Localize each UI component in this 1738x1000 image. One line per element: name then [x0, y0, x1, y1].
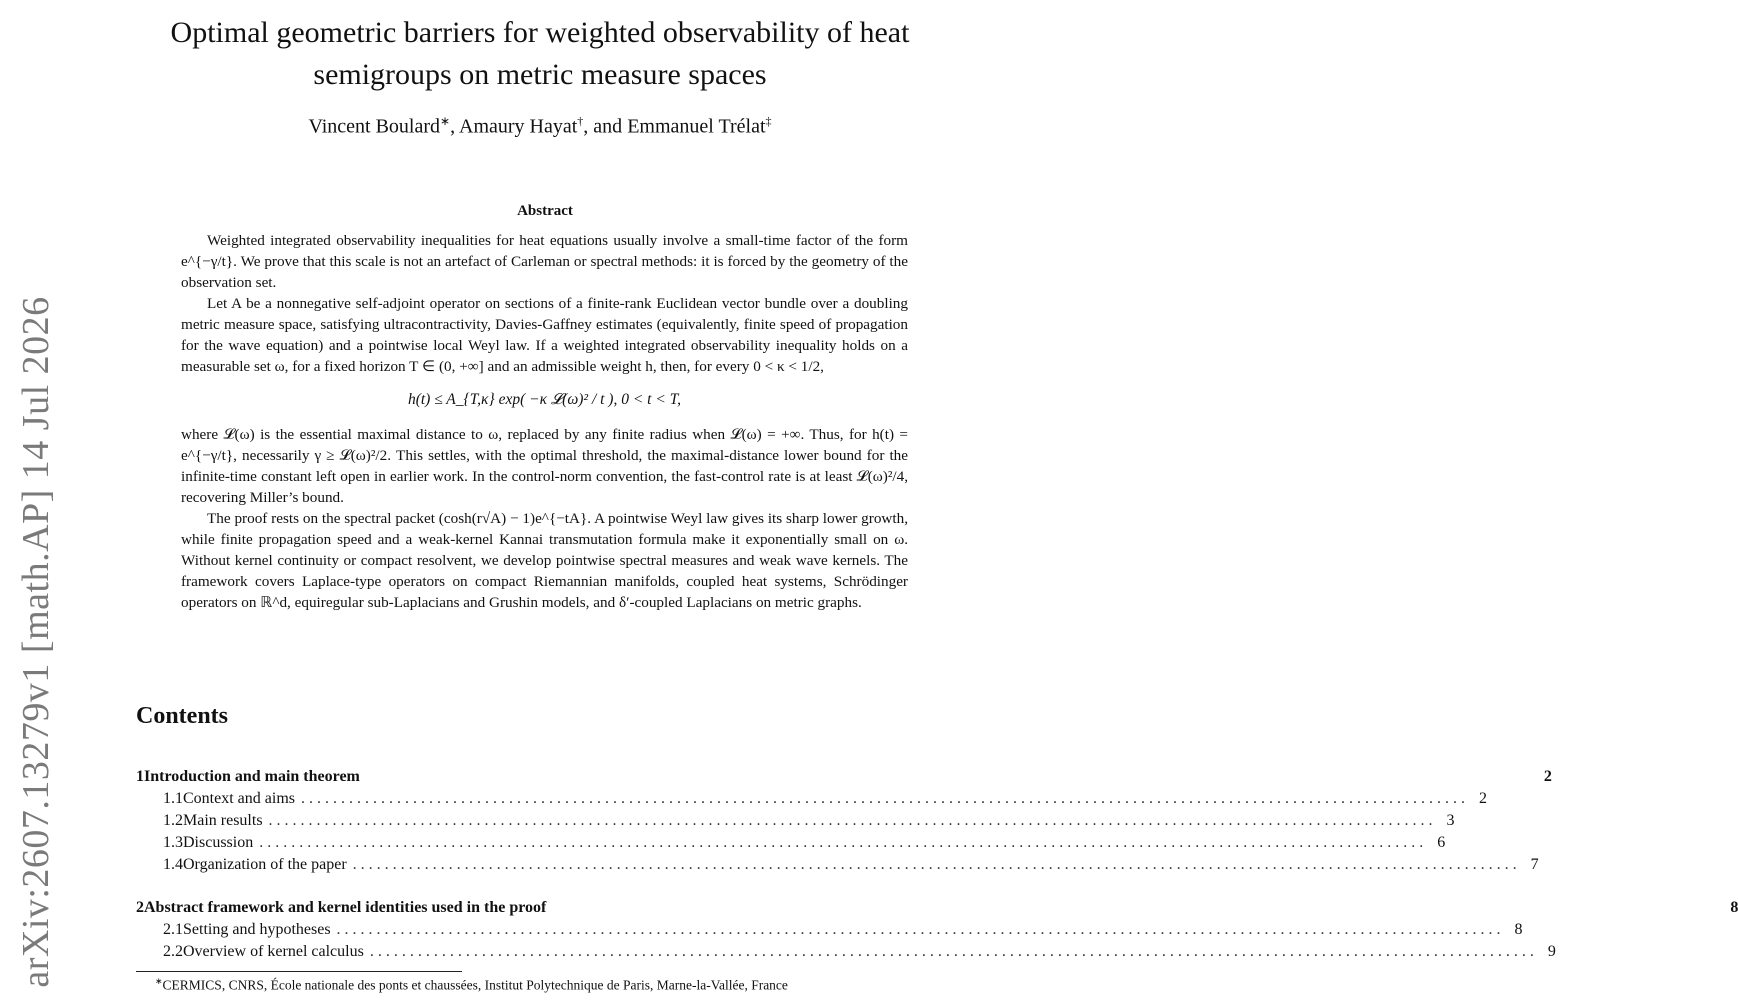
contents-heading: Contents: [136, 703, 229, 729]
toc-page-number: 6: [1437, 834, 1446, 851]
toc-leader-dots: ..................................................................................................................................................: [336, 921, 1505, 938]
toc-leader-dots: ..................................................................................................................................................: [369, 943, 1538, 960]
toc-number: 2.1: [163, 921, 183, 938]
toc-entry-1-2[interactable]: [136, 812, 1455, 834]
author-separator-1: ,: [450, 115, 459, 138]
author-list: [130, 114, 950, 139]
toc-entry-1-3[interactable]: [136, 834, 1446, 856]
toc-number: 1.2: [163, 812, 183, 829]
footnote: [155, 976, 788, 994]
toc-title: Main results: [183, 812, 263, 829]
toc-number: 1.1: [163, 790, 183, 807]
toc-leader-dots: ..................................................................................................................................................: [268, 812, 1437, 829]
toc-leader-dots: ..................................................................................................................................................: [259, 834, 1428, 851]
footnote-text: CERMICS, CNRS, École nationale des ponts et chaussées, Institut Polytechnique de Paris, Marne-la-Vallée, France: [162, 977, 788, 993]
toc-number: 1: [136, 768, 144, 785]
toc-title: Context and aims: [183, 790, 295, 807]
author-3-mark: ‡: [765, 114, 772, 128]
author-1: Vincent Boulard: [308, 115, 441, 138]
author-2-mark: †: [577, 114, 584, 128]
toc-title: Organization of the paper: [183, 856, 347, 873]
abstract-paragraph-4: The proof rests on the spectral packet (cosh(r√A) − 1)e^{−tA}. A pointwise Weyl law gives its sharp lower growth, while finite propagation speed and a weak-kernel Kannai transmutation formula make it exponentially small on ω. Without kernel continuity or compact resolvent, we develop pointwise spectral measures and weak wave kernels. The framework covers Laplace-type operators on compact Riemannian manifolds, coupled heat systems, Schrödinger operators on ℝ^d, equiregular sub-Laplacians and Grushin models, and δ′-coupled Laplacians on metric graphs.: [181, 510, 908, 611]
author-separator-2: , and: [583, 115, 628, 138]
toc-title: Discussion: [183, 834, 254, 851]
toc-page-number: 3: [1446, 812, 1455, 829]
abstract-heading: Abstract: [517, 203, 573, 219]
toc-page-number: 9: [1547, 943, 1556, 960]
toc-title: Setting and hypotheses: [183, 921, 331, 938]
toc-page-number: 8: [1730, 899, 1738, 916]
toc-title: Overview of kernel calculus: [183, 943, 364, 960]
abstract-paragraph-3: where 𝓛(ω) is the essential maximal distance to ω, replaced by any finite radius when 𝓛(ω) = +∞. Thus, for h(t) = e^{−γ/t}, necessarily γ ≥ 𝓛(ω)²/2. This settles, with the optimal threshold, the maximal-distance lower bound for the infinite-time constant left open in earlier work. In the control-norm convention, the fast-control rate is at least 𝓛(ω)²/4, recovering Miller’s bound.: [181, 426, 908, 506]
footnote-rule: [136, 971, 462, 972]
author-3: Emmanuel Trélat: [627, 115, 766, 138]
toc-title: Introduction and main theorem: [144, 768, 360, 785]
toc-page-number: 8: [1514, 921, 1523, 938]
footnote-mark: ∗: [155, 976, 163, 986]
abstract-body: [181, 230, 908, 613]
arxiv-sidebar: [0, 0, 62, 1000]
toc-entry-1[interactable]: [136, 768, 1552, 790]
author-2: Amaury Hayat: [459, 115, 578, 138]
title-line-2: semigroups on metric measure spaces: [313, 58, 767, 91]
toc-title: Abstract framework and kernel identities used in the proof: [144, 899, 547, 916]
toc-entry-1-4[interactable]: [136, 856, 1539, 878]
toc-number: 2: [136, 899, 144, 916]
title-line-1: Optimal geometric barriers for weighted observability of heat: [170, 16, 910, 49]
paper-title: [130, 12, 950, 96]
arxiv-identifier: arXiv:2607.13279v1 [math.AP] 14 Jul 2026: [15, 296, 57, 988]
toc-leader-dots: ..................................................................................................................................................: [300, 790, 1469, 807]
toc-entry-1-1[interactable]: [136, 790, 1487, 812]
toc-entry-2[interactable]: [136, 899, 1738, 921]
abstract-paragraph-2: Let A be a nonnegative self-adjoint operator on sections of a finite-rank Euclidean vector bundle over a doubling metric measure space, satisfying ultracontractivity, Davies-Gaffney estimates (equivalently, finite speed of propagation for the wave equation) and a pointwise local Weyl law. If a weighted integrated observability inequality holds on a measurable set ω, for a fixed horizon T ∈ (0, +∞] and an admissible weight h, then, for every 0 < κ < 1/2,: [181, 295, 908, 375]
toc-number: 2.2: [163, 943, 183, 960]
toc-number: 1.3: [163, 834, 183, 851]
toc-page-number: 7: [1530, 856, 1539, 873]
toc-entry-2-1[interactable]: [136, 921, 1523, 943]
table-of-contents: [136, 768, 1738, 965]
display-equation: h(t) ≤ A_{T,κ} exp( −κ 𝓛(ω)² / t ), 0 < t < T,: [407, 391, 682, 408]
toc-leader-dots: ..................................................................................................................................................: [352, 856, 1521, 873]
author-1-mark: ∗: [440, 114, 451, 128]
toc-number: 1.4: [163, 856, 183, 873]
abstract-paragraph-1: Weighted integrated observability inequalities for heat equations usually involve a small-time factor of the form e^{−γ/t}. We prove that this scale is not an artefact of Carleman or spectral methods: it is forced by the geometry of the observation set.: [181, 232, 908, 291]
toc-page-number: 2: [1478, 790, 1487, 807]
toc-page-number: 2: [1543, 768, 1552, 785]
toc-entry-2-2[interactable]: [136, 943, 1556, 965]
